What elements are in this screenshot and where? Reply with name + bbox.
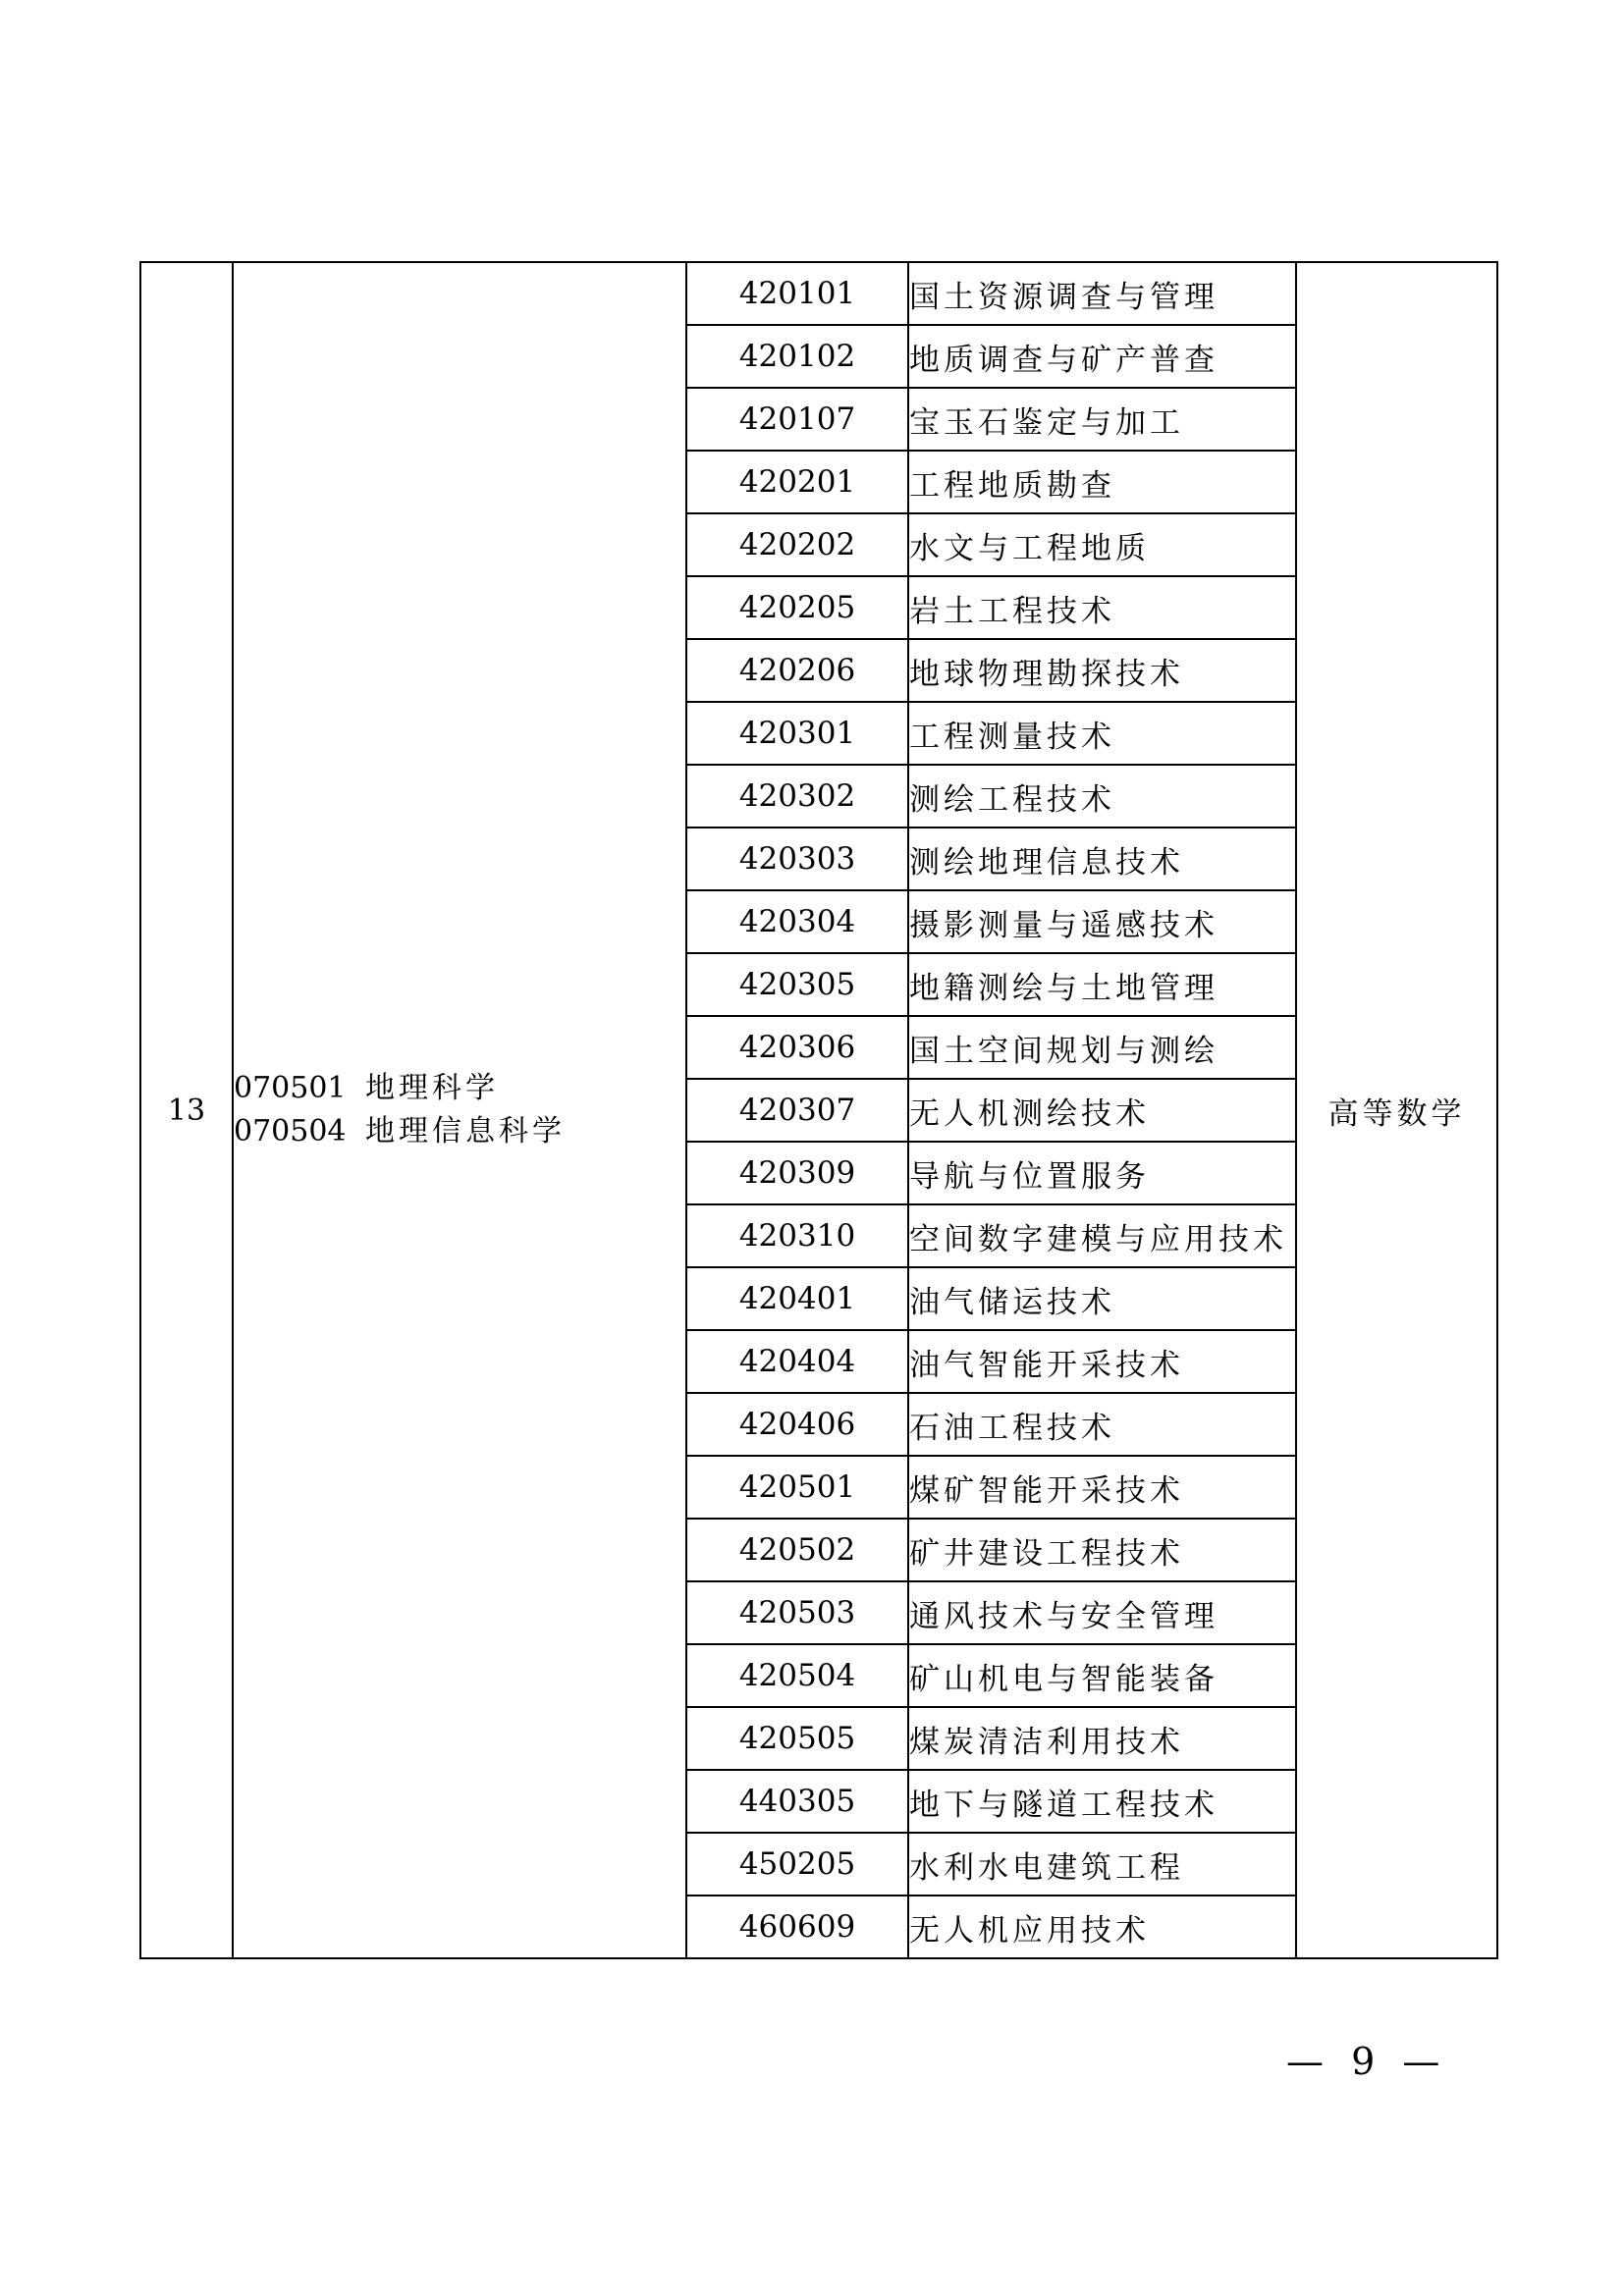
undergrad-major-code: 070501 <box>234 1071 347 1105</box>
table-body <box>140 262 1497 1958</box>
vocational-major-name: 工程地质勘查 <box>908 451 1296 513</box>
vocational-major-name: 煤炭清洁利用技术 <box>908 1707 1296 1770</box>
vocational-major-code: 420206 <box>686 639 908 702</box>
vocational-major-name: 无人机测绘技术 <box>908 1079 1296 1142</box>
vocational-major-code: 420101 <box>686 262 908 325</box>
vocational-major-name: 空间数字建模与应用技术 <box>908 1204 1296 1267</box>
vocational-major-code: 420503 <box>686 1581 908 1644</box>
vocational-major-name: 矿山机电与智能装备 <box>908 1644 1296 1707</box>
vocational-major-code: 420305 <box>686 953 908 1016</box>
vocational-major-code: 420304 <box>686 890 908 953</box>
vocational-major-code: 420102 <box>686 325 908 388</box>
vocational-major-name: 测绘地理信息技术 <box>908 828 1296 890</box>
undergrad-major-name: 地理信息科学 <box>365 1114 566 1148</box>
vocational-major-code: 420301 <box>686 702 908 765</box>
vocational-major-code: 420310 <box>686 1204 908 1267</box>
vocational-major-name: 工程测量技术 <box>908 702 1296 765</box>
vocational-major-name: 石油工程技术 <box>908 1393 1296 1456</box>
vocational-major-code: 450205 <box>686 1833 908 1896</box>
vocational-major-code: 420307 <box>686 1079 908 1142</box>
vocational-major-name: 地质调查与矿产普查 <box>908 325 1296 388</box>
vocational-major-name: 油气储运技术 <box>908 1267 1296 1330</box>
page-number: — 9 — <box>1286 2040 1448 2083</box>
vocational-major-name: 煤矿智能开采技术 <box>908 1456 1296 1519</box>
vocational-major-name: 摄影测量与遥感技术 <box>908 890 1296 953</box>
vocational-major-name: 国土资源调查与管理 <box>908 262 1296 325</box>
major-mapping-table <box>139 261 1498 1959</box>
vocational-major-name: 地籍测绘与土地管理 <box>908 953 1296 1016</box>
undergrad-major-item <box>234 1067 685 1110</box>
vocational-major-code: 420406 <box>686 1393 908 1456</box>
vocational-major-code: 420205 <box>686 576 908 639</box>
vocational-major-name: 宝玉石鉴定与加工 <box>908 388 1296 451</box>
vocational-major-name: 国土空间规划与测绘 <box>908 1016 1296 1079</box>
vocational-major-code: 420202 <box>686 513 908 576</box>
vocational-major-code: 420309 <box>686 1142 908 1204</box>
vocational-major-name: 测绘工程技术 <box>908 765 1296 828</box>
vocational-major-code: 460609 <box>686 1896 908 1958</box>
vocational-major-code: 420201 <box>686 451 908 513</box>
undergrad-major-item <box>234 1110 685 1153</box>
vocational-major-name: 水文与工程地质 <box>908 513 1296 576</box>
vocational-major-code: 420401 <box>686 1267 908 1330</box>
vocational-major-code: 420501 <box>686 1456 908 1519</box>
vocational-major-name: 地下与隧道工程技术 <box>908 1770 1296 1833</box>
undergrad-major-name: 地理科学 <box>365 1071 499 1105</box>
vocational-major-name: 地球物理勘探技术 <box>908 639 1296 702</box>
vocational-major-code: 420502 <box>686 1519 908 1581</box>
vocational-major-name: 矿井建设工程技术 <box>908 1519 1296 1581</box>
vocational-major-name: 导航与位置服务 <box>908 1142 1296 1204</box>
vocational-major-code: 440305 <box>686 1770 908 1833</box>
vocational-major-name: 无人机应用技术 <box>908 1896 1296 1958</box>
vocational-major-code: 420505 <box>686 1707 908 1770</box>
vocational-major-code: 420303 <box>686 828 908 890</box>
vocational-major-name: 岩土工程技术 <box>908 576 1296 639</box>
undergrad-major-cell <box>233 262 686 1958</box>
vocational-major-code: 420306 <box>686 1016 908 1079</box>
vocational-major-code: 420107 <box>686 388 908 451</box>
vocational-major-code: 420404 <box>686 1330 908 1393</box>
vocational-major-code: 420302 <box>686 765 908 828</box>
exam-subject-cell: 高等数学 <box>1296 262 1497 1958</box>
undergrad-major-code: 070504 <box>234 1114 347 1148</box>
table-row <box>140 262 1497 325</box>
vocational-major-name: 通风技术与安全管理 <box>908 1581 1296 1644</box>
row-number-cell: 13 <box>140 262 233 1958</box>
vocational-major-name: 油气智能开采技术 <box>908 1330 1296 1393</box>
vocational-major-code: 420504 <box>686 1644 908 1707</box>
vocational-major-name: 水利水电建筑工程 <box>908 1833 1296 1896</box>
